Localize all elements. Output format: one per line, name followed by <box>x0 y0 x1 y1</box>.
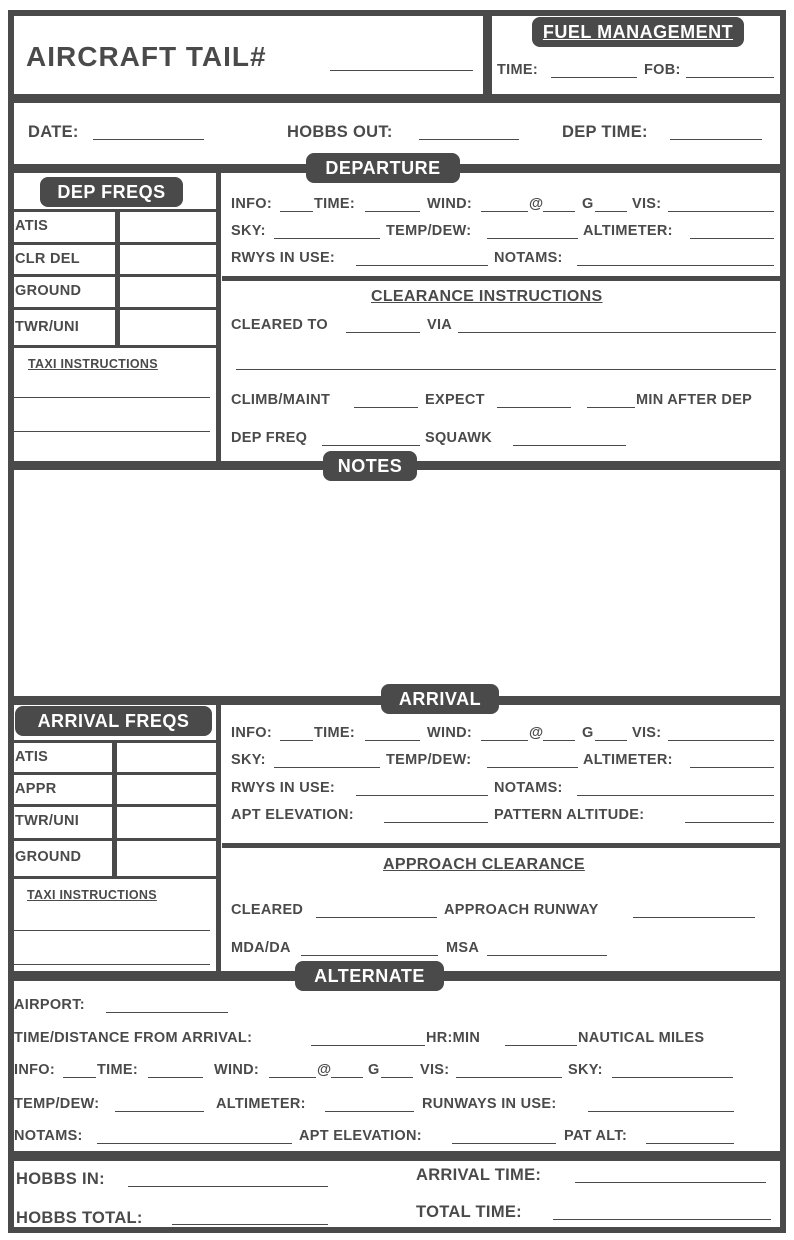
arr-freq-col-line <box>112 741 117 878</box>
squawk-input[interactable] <box>513 445 626 446</box>
arr-wind-label: WIND: <box>427 725 472 741</box>
arr-notams-input[interactable] <box>577 795 774 796</box>
arr-vis-label: VIS: <box>632 725 662 741</box>
expect-label: EXPECT <box>425 392 485 408</box>
arr-vis-input[interactable] <box>668 740 774 741</box>
alt-pat-alt-input[interactable] <box>646 1143 734 1144</box>
dep-freq-atis-input[interactable] <box>121 212 215 241</box>
dep-sky-label: SKY: <box>231 223 266 239</box>
dep-wind-input[interactable] <box>481 211 528 212</box>
hobbs-in-label: HOBBS IN: <box>16 1170 105 1188</box>
climb-maint-label: CLIMB/MAINT <box>231 392 331 408</box>
total-time-input[interactable] <box>553 1219 771 1220</box>
arr-taxi-label: TAXI INSTRUCTIONS <box>27 888 157 902</box>
alt-temp-dew-label: TEMP/DEW: <box>14 1096 100 1112</box>
via-label: VIA <box>427 317 453 333</box>
dep-vis-input[interactable] <box>668 211 774 212</box>
arr-pattern-alt-label: PATTERN ALTITUDE: <box>494 807 645 823</box>
clearance-line-2[interactable] <box>236 369 776 370</box>
dep-rwys-input[interactable] <box>356 265 488 266</box>
arr-notams-label: NOTAMS: <box>494 780 563 796</box>
alt-gust-label: G <box>368 1062 380 1078</box>
dep-freqs-title: DEP FREQS <box>40 177 183 207</box>
date-label: DATE: <box>28 123 79 141</box>
dep-time-wx-label: TIME: <box>314 196 355 212</box>
arr-apt-elev-label: APT ELEVATION: <box>231 807 354 823</box>
arr-altimeter-label: ALTIMETER: <box>583 752 673 768</box>
min-after-dep-label: MIN AFTER DEP <box>636 392 753 408</box>
notes-area[interactable] <box>14 482 780 694</box>
dep-freq-ground-input[interactable] <box>121 277 215 306</box>
arr-freq-appr-input[interactable] <box>118 775 215 803</box>
arrival-freqs-title: ARRIVAL FREQS <box>15 706 212 736</box>
arr-gust-input[interactable] <box>595 740 627 741</box>
aircraft-tail-input[interactable] <box>330 70 473 71</box>
dep-time-wx-input[interactable] <box>365 211 420 212</box>
msa-label: MSA <box>446 940 480 956</box>
dep-notams-input[interactable] <box>577 265 774 266</box>
alternate-title: ALTERNATE <box>295 961 444 991</box>
squawk-label: SQUAWK <box>425 430 493 446</box>
msa-input[interactable] <box>487 955 607 956</box>
arr-rwys-input[interactable] <box>356 795 488 796</box>
arr-freq-appr-label: APPR <box>15 781 57 797</box>
arr-sky-input[interactable] <box>274 767 380 768</box>
departure-title: DEPARTURE <box>306 153 460 183</box>
arr-freq-twr-input[interactable] <box>118 807 215 837</box>
arr-temp-dew-input[interactable] <box>487 767 578 768</box>
cleared-to-input[interactable] <box>346 332 420 333</box>
arr-time-label: TIME: <box>314 725 355 741</box>
arr-info-label: INFO: <box>231 725 272 741</box>
alt-wind-input[interactable] <box>269 1077 316 1078</box>
aircraft-tail-label: AIRCRAFT TAIL# <box>26 41 267 72</box>
clearance-instructions-title: CLEARANCE INSTRUCTIONS <box>371 288 603 305</box>
dep-gust-input[interactable] <box>595 211 627 212</box>
alt-apt-elev-input[interactable] <box>452 1143 556 1144</box>
dep-freq-input[interactable] <box>322 445 420 446</box>
alt-sky-label: SKY: <box>568 1062 603 1078</box>
dep-info-label: INFO: <box>231 196 272 212</box>
min-after-dep-input[interactable] <box>587 407 635 408</box>
dep-temp-dew-label: TEMP/DEW: <box>386 223 472 239</box>
arr-temp-dew-label: TEMP/DEW: <box>386 752 472 768</box>
notes-title: NOTES <box>323 451 417 481</box>
dep-freq-label: DEP FREQ <box>231 430 308 446</box>
arr-taxi-line-1[interactable] <box>12 930 210 931</box>
alt-info-label: INFO: <box>14 1062 55 1078</box>
alt-time-label: TIME: <box>97 1062 138 1078</box>
alt-vis-input[interactable] <box>456 1077 562 1078</box>
arr-approach-divider <box>222 843 782 848</box>
alt-gust-input[interactable] <box>381 1077 413 1078</box>
arrival-time-label: ARRIVAL TIME: <box>416 1166 542 1184</box>
arr-altimeter-input[interactable] <box>690 767 774 768</box>
approach-clearance-title: APPROACH CLEARANCE <box>383 856 585 873</box>
dep-info-input[interactable] <box>280 211 313 212</box>
dep-altimeter-input[interactable] <box>690 238 774 239</box>
arr-freq-ground-input[interactable] <box>118 841 215 875</box>
alt-vis-label: VIS: <box>420 1062 450 1078</box>
arr-rwys-label: RWYS IN USE: <box>231 780 336 796</box>
hobbs-total-input[interactable] <box>172 1224 328 1225</box>
alt-notams-label: NOTAMS: <box>14 1128 83 1144</box>
dep-taxi-label: TAXI INSTRUCTIONS <box>28 357 158 371</box>
arr-sky-label: SKY: <box>231 752 266 768</box>
dep-freq-col-line <box>115 210 120 347</box>
hobbs-out-label: HOBBS OUT: <box>287 123 393 141</box>
dep-taxi-line-2[interactable] <box>12 431 210 432</box>
alt-info-input[interactable] <box>63 1077 96 1078</box>
fuel-time-label: TIME: <box>497 62 538 78</box>
arr-time-input[interactable] <box>365 740 420 741</box>
via-input[interactable] <box>458 332 776 333</box>
hobbs-in-input[interactable] <box>128 1186 328 1187</box>
fob-label: FOB: <box>644 62 681 78</box>
dep-wind-speed-input[interactable] <box>543 211 575 212</box>
alt-wind-speed-input[interactable] <box>331 1077 363 1078</box>
alt-notams-input[interactable] <box>97 1143 292 1144</box>
alt-distance-input[interactable] <box>505 1045 577 1046</box>
climb-maint-input[interactable] <box>354 407 418 408</box>
alt-time-dist-label: TIME/DISTANCE FROM ARRIVAL: <box>14 1030 253 1046</box>
expect-input[interactable] <box>497 407 571 408</box>
dep-time-label: DEP TIME: <box>562 123 648 141</box>
dep-time-input[interactable] <box>670 139 762 140</box>
arr-wind-speed-input[interactable] <box>543 740 575 741</box>
alt-pat-alt-label: PAT ALT: <box>564 1128 628 1144</box>
dep-clearance-divider <box>222 276 782 281</box>
dep-freq-ground-label: GROUND <box>15 283 82 299</box>
alt-time-input[interactable] <box>311 1045 425 1046</box>
cleared-input[interactable] <box>316 917 437 918</box>
arr-pattern-alt-input[interactable] <box>685 822 774 823</box>
alt-wind-label: WIND: <box>214 1062 259 1078</box>
dep-rwys-label: RWYS IN USE: <box>231 250 336 266</box>
dep-freq-twr-label: TWR/UNI <box>15 319 80 335</box>
arr-info-input[interactable] <box>280 740 313 741</box>
arr-wind-input[interactable] <box>481 740 528 741</box>
alt-apt-elev-label: APT ELEVATION: <box>299 1128 422 1144</box>
arrival-title: ARRIVAL <box>381 684 499 714</box>
hobbs-out-input[interactable] <box>419 139 519 140</box>
arr-freq-atis-input[interactable] <box>118 743 215 771</box>
fuel-management-title: FUEL MANAGEMENT <box>532 17 744 47</box>
fob-input[interactable] <box>686 77 774 78</box>
dep-vis-label: VIS: <box>632 196 662 212</box>
dep-at-label: @ <box>529 196 544 212</box>
arr-apt-elev-input[interactable] <box>384 822 488 823</box>
arr-at-label: @ <box>529 725 544 741</box>
dep-altimeter-label: ALTIMETER: <box>583 223 673 239</box>
alt-at-label: @ <box>317 1062 332 1078</box>
fuel-time-input[interactable] <box>551 77 637 78</box>
dep-freq-twr-input[interactable] <box>121 310 215 344</box>
alt-altimeter-input[interactable] <box>325 1111 414 1112</box>
dep-column-divider <box>216 167 221 467</box>
mda-da-input[interactable] <box>301 955 438 956</box>
dep-notams-label: NOTAMS: <box>494 250 563 266</box>
alt-sky-input[interactable] <box>612 1077 733 1078</box>
cleared-to-label: CLEARED TO <box>231 317 328 333</box>
alt-temp-dew-input[interactable] <box>115 1111 204 1112</box>
alt-hrmin-label: HR:MIN <box>426 1030 481 1046</box>
dep-sky-input[interactable] <box>274 238 380 239</box>
arrival-time-input[interactable] <box>575 1182 766 1183</box>
dep-wind-label: WIND: <box>427 196 472 212</box>
alt-altimeter-label: ALTIMETER: <box>216 1096 306 1112</box>
dep-freq-clrdel-label: CLR DEL <box>15 251 80 267</box>
arr-freq-twr-label: TWR/UNI <box>15 813 80 829</box>
total-time-label: TOTAL TIME: <box>416 1203 522 1221</box>
alt-nm-label: NAUTICAL MILES <box>578 1030 705 1046</box>
approach-runway-input[interactable] <box>633 917 755 918</box>
alt-airport-label: AIRPORT: <box>14 997 85 1013</box>
dep-freq-clrdel-input[interactable] <box>121 245 215 273</box>
dep-temp-dew-input[interactable] <box>487 238 578 239</box>
arr-taxi-line-2[interactable] <box>12 964 210 965</box>
alt-time-wx-input[interactable] <box>148 1077 203 1078</box>
cleared-label: CLEARED <box>231 902 304 918</box>
approach-runway-label: APPROACH RUNWAY <box>444 902 599 918</box>
arr-freq-ground-label: GROUND <box>15 849 82 865</box>
alt-airport-input[interactable] <box>106 1012 228 1013</box>
alt-runways-input[interactable] <box>588 1111 734 1112</box>
hobbs-total-label: HOBBS TOTAL: <box>16 1209 143 1227</box>
mda-da-label: MDA/DA <box>231 940 291 956</box>
dep-freq-atis-label: ATIS <box>15 218 49 234</box>
alt-runways-label: RUNWAYS IN USE: <box>422 1096 557 1112</box>
dep-taxi-line-1[interactable] <box>12 397 210 398</box>
dep-gust-label: G <box>582 196 594 212</box>
arr-freq-atis-label: ATIS <box>15 749 49 765</box>
date-input[interactable] <box>93 139 204 140</box>
arr-gust-label: G <box>582 725 594 741</box>
